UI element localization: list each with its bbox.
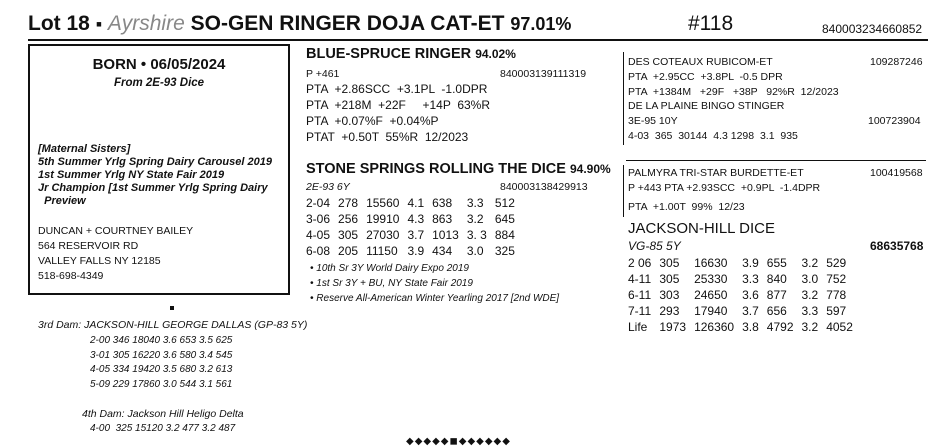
record-protein: 512 [494,196,515,210]
third-dam-records [90,334,232,392]
record-line: 2-00 346 18040 3.6 653 3.5 625 [90,335,233,346]
from-note: From 2E-93 Dice [113,77,205,89]
dam-records [306,195,523,259]
dam-sire-line: PTA +1.00T 99% 12/23 [628,201,745,213]
table-row [306,211,523,227]
record-days: 305 [338,228,359,242]
table-row [628,303,861,319]
sire-dam-id: 100723904 [868,115,921,127]
table-row [628,271,861,287]
ornament-icon: ◆◆◆◆◆◼◆◆◆◆◆◆ [406,436,511,447]
record-age: Life [628,320,648,334]
record-fat: 434 [432,244,453,258]
dam-sire-name: PALMYRA TRI-STAR BURDETTE-ET [628,167,804,179]
record-days: 205 [338,244,359,258]
lot-number: Lot 18 [28,12,90,35]
sire-name: BLUE-SPRUCE RINGER [306,46,472,62]
lot-header [28,12,571,36]
record-protein: 752 [826,272,847,286]
record-milk: 17940 [694,304,728,318]
sire-line: PTA +218M +22F +14P 63%R [306,98,490,112]
record-fat-pct: 3.3 [742,272,759,286]
dam-dam-name: JACKSON-HILL DICE [628,220,775,237]
catalog-number: #118 [688,12,734,35]
record-fat: 4792 [766,320,794,334]
record-age: 4-05 [306,228,331,242]
owner-info [38,224,193,284]
dam-dam-id: 68635768 [870,239,924,253]
animal-percent: 97.01% [510,14,572,34]
owner-city: VALLEY FALLS NY 12185 [38,255,161,267]
table-row [306,227,523,243]
right-divider [626,160,926,161]
record-milk: 126360 [694,320,735,334]
record-protein: 325 [494,244,515,258]
right-rule-top [623,52,624,145]
owner-name: DUNCAN + COURTNEY BAILEY [38,225,194,237]
record-age: 6-08 [306,244,331,258]
dam-sire-id: 100419568 [870,167,923,179]
sire-sire-name: DES COTEAUX RUBICOM-ET [628,56,773,68]
record-fat-pct: 3.9 [742,256,759,270]
record-fat-pct: 3.9 [407,244,425,258]
record-milk: 16630 [694,256,728,270]
dam-name: STONE SPRINGS ROLLING THE DICE [306,161,566,177]
dam-id: 840003138429913 [500,181,588,193]
honor-line: [Maternal Sisters] [38,143,131,155]
record-age: 3-06 [306,212,331,226]
record-days: 1973 [659,320,687,334]
sire-percent: 94.02% [475,47,516,61]
record-milk: 25330 [694,272,728,286]
record-protein: 4052 [826,320,853,334]
sire-line: PTA +2.86SCC +3.1PL -1.0DPR [306,82,488,96]
sire-sire-line: PTA +1384M +29F +38P 92%R 12/2023 [628,86,839,98]
dam-percent: 94.90% [569,162,611,176]
honor-line: 5th Summer Yrlg Spring Dairy Carousel 2019 [38,156,272,168]
sire-line: PTA +0.07%F +0.04%P [306,114,439,128]
record-days: 293 [659,304,680,318]
record-fat: 638 [432,196,453,210]
animal-name: SO-GEN RINGER DOJA CAT-ET [190,12,505,35]
record-days: 305 [659,272,680,286]
record-fat-pct: 4.3 [407,212,425,226]
record-fat: 863 [432,212,453,226]
table-row [306,243,523,259]
record-protein: 778 [826,288,847,302]
award-line: • 1st Sr 3Y + BU, NY State Fair 2019 [310,278,473,289]
fourth-dam-title: 4th Dam: Jackson Hill Heligo Delta [82,408,244,420]
record-age: 2 06 [628,256,652,270]
record-age: 6-11 [628,288,652,302]
registration-id: 840003234660852 [822,22,923,36]
record-protein-pct: 3.3 [801,304,819,318]
record-fat: 655 [766,256,787,270]
record-fat-pct: 3.7 [742,304,759,318]
record-fat: 840 [766,272,787,286]
record-fat: 656 [766,304,787,318]
record-days: 278 [338,196,359,210]
record-days: 303 [659,288,680,302]
dam-dam-class: VG-85 5Y [628,239,681,253]
record-fat-pct: 4.1 [407,196,425,210]
record-milk: 27030 [366,228,400,242]
record-fat-pct: 3.8 [742,320,759,334]
bullet-icon [170,306,174,310]
right-rule-mid [623,165,624,217]
record-line: 4-05 334 19420 3.5 680 3.2 613 [90,364,233,375]
record-protein: 884 [494,228,515,242]
record-protein-pct: 3.2 [466,212,484,226]
sire-p: P +461 [306,68,340,80]
dam-class: 2E-93 6Y [306,181,350,193]
record-protein-pct: 3.3 [466,196,484,210]
record-age: 4-11 [628,272,652,286]
record-fat: 1013 [432,228,459,242]
born-date: BORN • 06/05/2024 [92,56,226,73]
fourth-dam-record: 4-00 325 15120 3.2 477 3.2 487 [90,423,236,434]
record-protein-pct: 3.0 [466,244,484,258]
honor-line: Jr Champion [1st Summer Yrlg Spring Dairy [38,182,268,194]
record-age: 2-04 [306,196,331,210]
record-fat-pct: 3.6 [742,288,759,302]
award-line: • 10th Sr 3Y World Dairy Expo 2019 [310,263,469,274]
award-line: • Reserve All-American Winter Yearling 2017 [2nd WDE] [310,293,560,304]
record-line: 3-01 305 16220 3.6 580 3.4 545 [90,349,233,361]
record-protein: 529 [826,256,847,270]
honor-line: Preview [38,195,86,207]
dam-awards [310,261,559,306]
honors-list [38,143,272,208]
record-fat-pct: 3.7 [407,228,425,242]
record-protein: 597 [826,304,847,318]
born-box [28,44,290,295]
record-protein-pct: 3.2 [801,320,819,334]
separator-icon: ▪ [95,14,103,34]
sire-sire-id: 109287246 [870,56,923,68]
sire-dam-record: 4-03 365 30144 4.3 1298 3.1 935 [628,130,798,142]
record-milk: 24650 [694,288,728,302]
record-days: 305 [659,256,680,270]
record-protein-pct: 3.2 [801,288,819,302]
table-row [628,319,861,335]
third-dam-title: 3rd Dam: JACKSON-HILL GEORGE DALLAS (GP-83 5Y) [38,319,308,331]
record-days: 256 [338,212,359,226]
sire-sire-line: PTA +2.95CC +3.8PL -0.5 DPR [628,71,783,83]
breed-label: Ayrshire [107,12,185,35]
header-rule [28,39,928,41]
sire-line: PTAT +0.50T 55%R 12/2023 [306,130,469,144]
dam-heading [306,161,611,177]
record-milk: 19910 [366,212,400,226]
table-row [628,287,861,303]
dam-dam-records [628,255,861,335]
record-fat: 877 [766,288,787,302]
record-milk: 11150 [366,244,398,258]
record-milk: 15560 [366,196,400,210]
sire-heading [306,46,516,62]
table-row [306,195,523,211]
dam-sire-line: P +443 PTA +2.93SCC +0.9PL -1.4DPR [628,182,821,194]
sire-id: 840003139111319 [500,68,587,80]
record-age: 7-11 [628,304,652,318]
record-line: 5-09 229 17860 3.0 544 3.1 561 [90,378,233,390]
sire-dam-class: 3E-95 10Y [628,115,678,127]
table-row [628,255,861,271]
owner-address: 564 RESERVOIR RD [38,240,139,252]
record-protein-pct: 3.0 [801,272,819,286]
owner-phone: 518-698-4349 [38,270,104,282]
record-protein: 645 [494,212,515,226]
record-protein-pct: 3.2 [801,256,819,270]
honor-line: 1st Summer Yrlg NY State Fair 2019 [38,169,225,181]
sire-dam-name: DE LA PLAINE BINGO STINGER [628,100,785,112]
record-protein-pct: 3. 3 [466,228,487,242]
